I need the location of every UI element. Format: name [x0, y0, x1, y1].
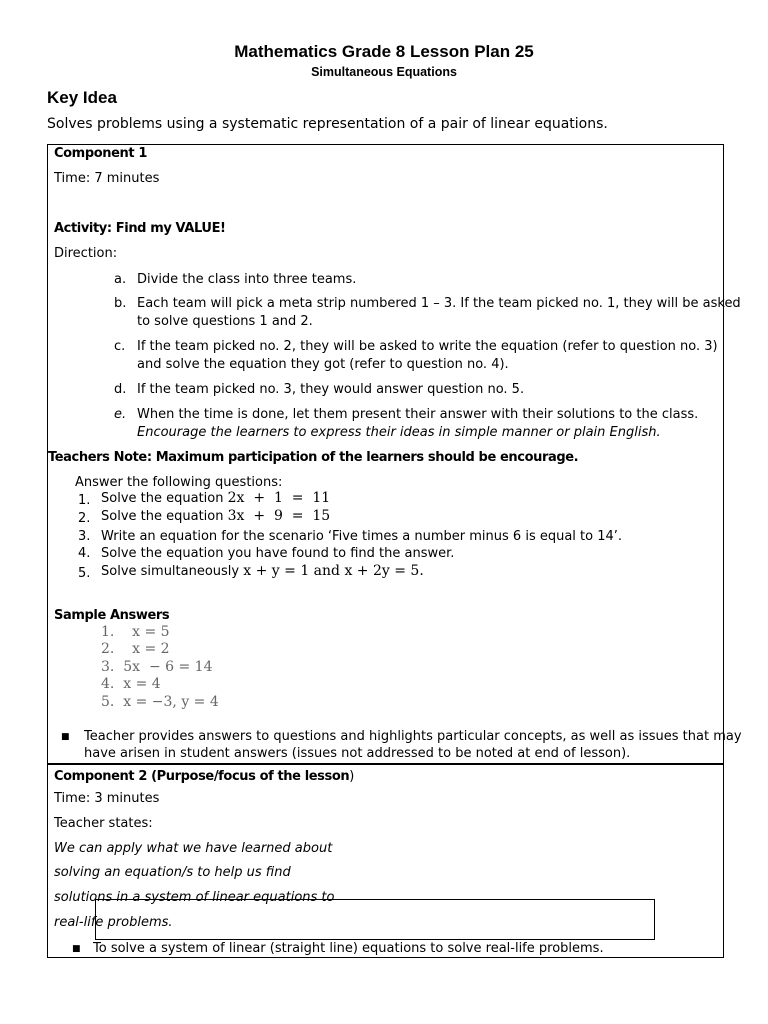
key-idea-text: Solves problems using a systematic representation of a pair of linear equations. [47, 116, 608, 132]
question-math: 2x + 1 = 11 [227, 490, 331, 506]
component-1-heading: Component 1 [54, 146, 147, 161]
teachers-note: Teachers Note: Maximum participation of the learners should be encourage. [48, 450, 579, 465]
step-text: When the time is done, let them present their answer with their solutions to the class. [137, 407, 699, 422]
question-text: Solve the equation [101, 509, 228, 524]
question-num: 3. [78, 529, 91, 544]
step-text: If the team picked no. 3, they would answer question no. 5. [137, 382, 525, 397]
step-marker: c. [114, 339, 126, 354]
teacher-bullet-line: Teacher provides answers to questions and highlights particular concepts, as well as issues that may [84, 729, 742, 744]
question-num: 1. [78, 493, 91, 508]
component-2-heading-text: Component 2 (Purpose/focus of the lesson [54, 769, 350, 784]
question-text: Write an equation for the scenario ‘Five times a number minus 6 is equal to 14’. [101, 529, 623, 544]
empty-overlay-box [95, 899, 655, 940]
question-math: x + y = 1 and x + 2y = 5. [243, 563, 424, 579]
step-italic-text: Encourage the learners to express their ideas in simple manner or plain English. [137, 425, 661, 440]
question-item [101, 508, 330, 524]
page-subtitle: Simultaneous Equations [311, 65, 457, 79]
sample-answers-heading: Sample Answers [54, 608, 170, 623]
question-item [101, 563, 424, 579]
square-bullet-icon: ■ [61, 732, 70, 742]
page-title: Mathematics Grade 8 Lesson Plan 25 [234, 42, 534, 61]
sample-answer: 1. x = 5 [101, 624, 170, 640]
question-num: 4. [78, 546, 91, 561]
question-text: Solve simultaneously [101, 564, 244, 579]
teacher-statement-line: solving an equation/s to help us find [54, 865, 291, 880]
sample-answer: 3. 5x − 6 = 14 [101, 659, 213, 675]
purpose-bullet-text: To solve a system of linear (straight line) equations to solve real-life problems. [93, 941, 604, 956]
question-text: Solve the equation [101, 491, 228, 506]
component-2-heading-paren: ) [349, 769, 355, 784]
teacher-statement-line: real-life problems. [54, 915, 173, 930]
component-2-time: Time: 3 minutes [54, 791, 160, 806]
question-math: 3x + 9 = 15 [227, 508, 331, 524]
step-marker: a. [114, 272, 127, 287]
step-text: and solve the equation they got (refer to question no. 4). [137, 357, 509, 372]
sample-answer: 5. x = −3, y = 4 [101, 694, 219, 710]
step-text: Divide the class into three teams. [137, 272, 357, 287]
component-2-heading [54, 765, 354, 784]
teacher-statement-line: We can apply what we have learned about [54, 841, 333, 856]
key-idea-heading: Key Idea [47, 88, 117, 107]
question-item [101, 490, 330, 506]
activity-heading: Activity: Find my VALUE! [54, 221, 226, 236]
step-text: If the team picked no. 2, they will be asked to write the equation (refer to question no. 3) [137, 339, 718, 354]
question-text: Solve the equation you have found to find the answer. [101, 546, 455, 561]
direction-label: Direction: [54, 246, 118, 261]
teacher-states-label: Teacher states: [54, 816, 153, 831]
teacher-statement-line: solutions in a system of linear equations to [54, 890, 335, 905]
teacher-bullet-line: have arisen in student answers (issues not addressed to be noted at end of lesson). [84, 746, 631, 761]
question-num: 5. [78, 566, 91, 581]
square-bullet-icon: ■ [72, 944, 81, 954]
question-num: 2. [78, 511, 91, 526]
sample-answer: 4. x = 4 [101, 676, 161, 692]
step-marker: d. [114, 382, 127, 397]
component-1-time: Time: 7 minutes [54, 171, 160, 186]
questions-intro: Answer the following questions: [75, 475, 283, 490]
step-text: Each team will pick a meta strip numbered 1 – 3. If the team picked no. 1, they will be asked [137, 296, 741, 311]
sample-answer: 2. x = 2 [101, 641, 170, 657]
step-text: to solve questions 1 and 2. [137, 314, 313, 329]
step-marker: e. [114, 407, 127, 422]
step-marker: b. [114, 296, 127, 311]
